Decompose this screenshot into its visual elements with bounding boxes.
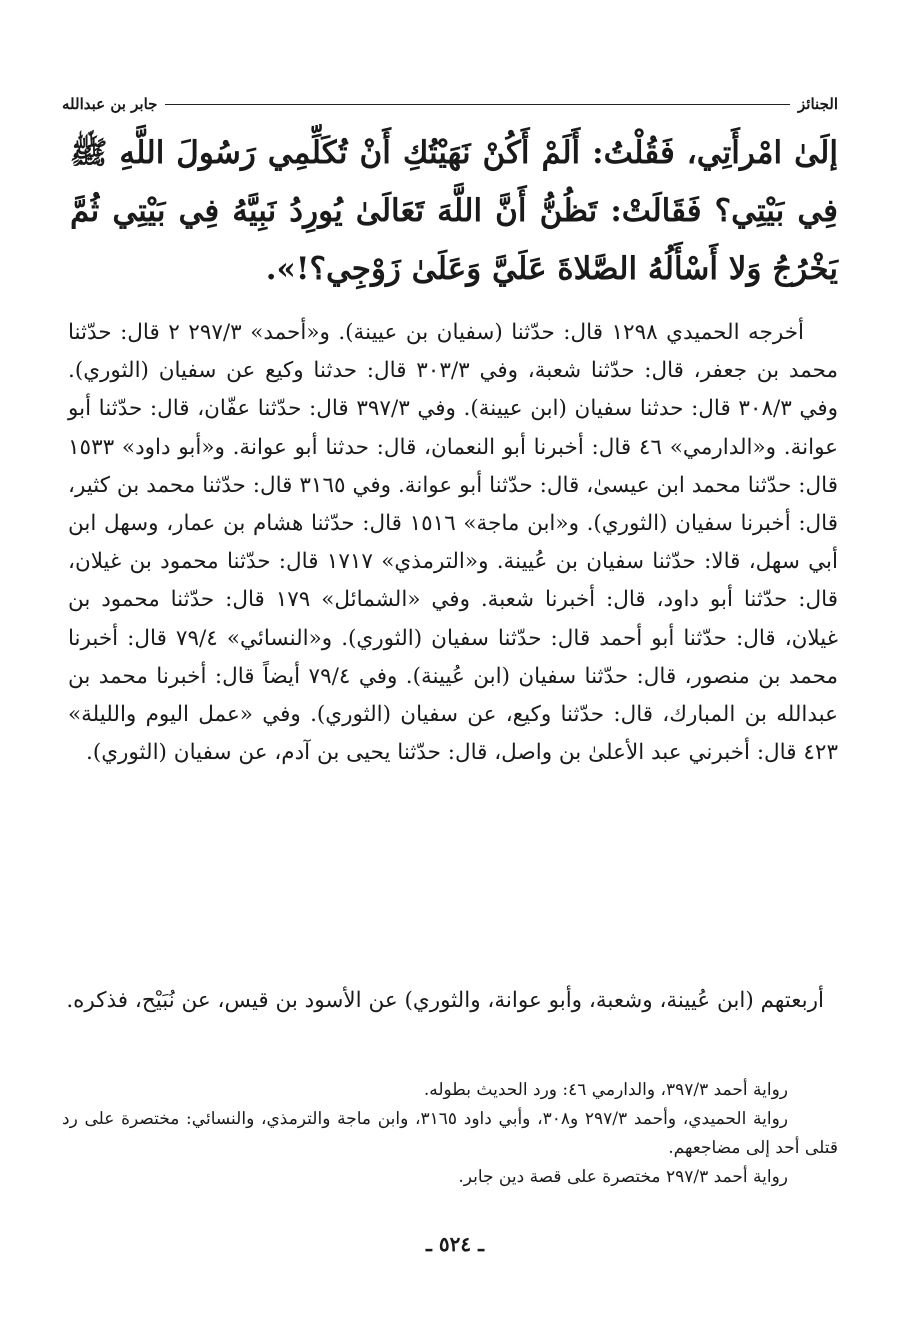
page-number: ـ ٥٢٤ ـ [426,1232,484,1256]
running-header [62,92,838,116]
takhrij-block [68,314,838,772]
footnotes [62,1076,838,1192]
footnote-line: رواية أحمد ٣٩٧/٣، والدارمي ٤٦: ورد الحديث بطوله. [423,1080,788,1100]
footnote-line: رواية أحمد ٢٩٧/٣ مختصرة على قصة دين جابر. [458,1167,788,1187]
chain-summary-paragraph: أربعتهم (ابن عُيينة، وشعبة، وأبو عوانة، والثوري) عن الأسود بن قيس، عن نُبَيْح، فذكره. [66,988,824,1013]
footnote-line: رواية الحميدي، وأحمد ٢٩٧/٣ و٣٠٨، وأبي داود ٣١٦٥، وابن ماجة والترمذي، والنسائي: مختصرة على رد قتلى أحد إلى مضاجعهم. [62,1109,838,1158]
chain-summary-block [66,982,838,1020]
section-title: جابر بن عبدالله [62,95,158,113]
header-rule [165,104,790,105]
takhrij-paragraph: أخرجه الحميدي ١٢٩٨ قال: حدّثنا (سفيان بن عيينة). و«أحمد» ٢٩٧/٣ ٢ قال: حدّثنا محمد بن جعفر، قال: حدّثنا شعبة، وفي ٣٠٣/٣ قال: حدثنا وكيع عن سفيان (الثوري). وفي ٣٠٨/٣ قال: حدثنا سفيان (ابن عيينة). وفي ٣٩٧/٣ قال: حدّثنا عفّان، قال: حدّثنا أبو عوانة. و«الدارمي» ٤٦ قال: أخبرنا أبو النعمان، قال: حدثنا أبو عوانة. و«أبو داود» ١٥٣٣ قال: حدّثنا محمد ابن عيسىٰ، قال: حدّثنا أبو عوانة. وفي ٣١٦٥ قال: حدّثنا محمد بن كثير، قال: أخبرنا سفيان (الثوري). و«ابن ماجة» ١٥١٦ قال: حدّثنا هشام بن عمار، وسهل ابن أبي سهل، قالا: حدّثنا سفيان بن عُيينة. و«الترمذي» ١٧١٧ قال: حدّثنا محمود بن غيلان، قال: حدّثنا أبو داود، قال: أخبرنا شعبة. وفي «الشمائل» ١٧٩ قال: حدّثنا محمود بن غيلان، قال: حدّثنا أبو أحمد قال: حدّثنا سفيان (الثوري). و«النسائي» ٧٩/٤ قال: أخبرنا محمد بن منصور، قال: حدّثنا سفيان (ابن عُيينة). وفي ٧٩/٤ أيضاً قال: أخبرنا محمد بن عبدالله بن المبارك، قال: حدّثنا وكيع، عن سفيان (الثوري). وفي «عمل اليوم والليلة» ٤٢٣ قال: أخبرني عبد الأعلىٰ بن واصل، قال: حدّثنا يحيى بن آدم، عن سفيان (الثوري). [68,320,839,766]
chapter-title: الجنائز [798,95,838,113]
hadith-text: إلَىٰ امْرأَتِي، فَقُلْتُ: أَلَمْ أَكُنْ نَهَيْتُكِ أَنْ تُكَلِّمِي رَسُولَ اللَّهِ ﷺ فِي بَيْتِي؟ فَقَالَتْ: تَظُنُّ أَنَّ اللَّهَ تَعَالَىٰ يُورِدُ نَبِيَّهُ فِي بَيْتِي ثُمَّ يَخْرُجُ وَلا أَسْأَلُهُ الصَّلاةَ عَلَيَّ وَعَلَىٰ زَوْجِي؟!». [70,135,839,287]
